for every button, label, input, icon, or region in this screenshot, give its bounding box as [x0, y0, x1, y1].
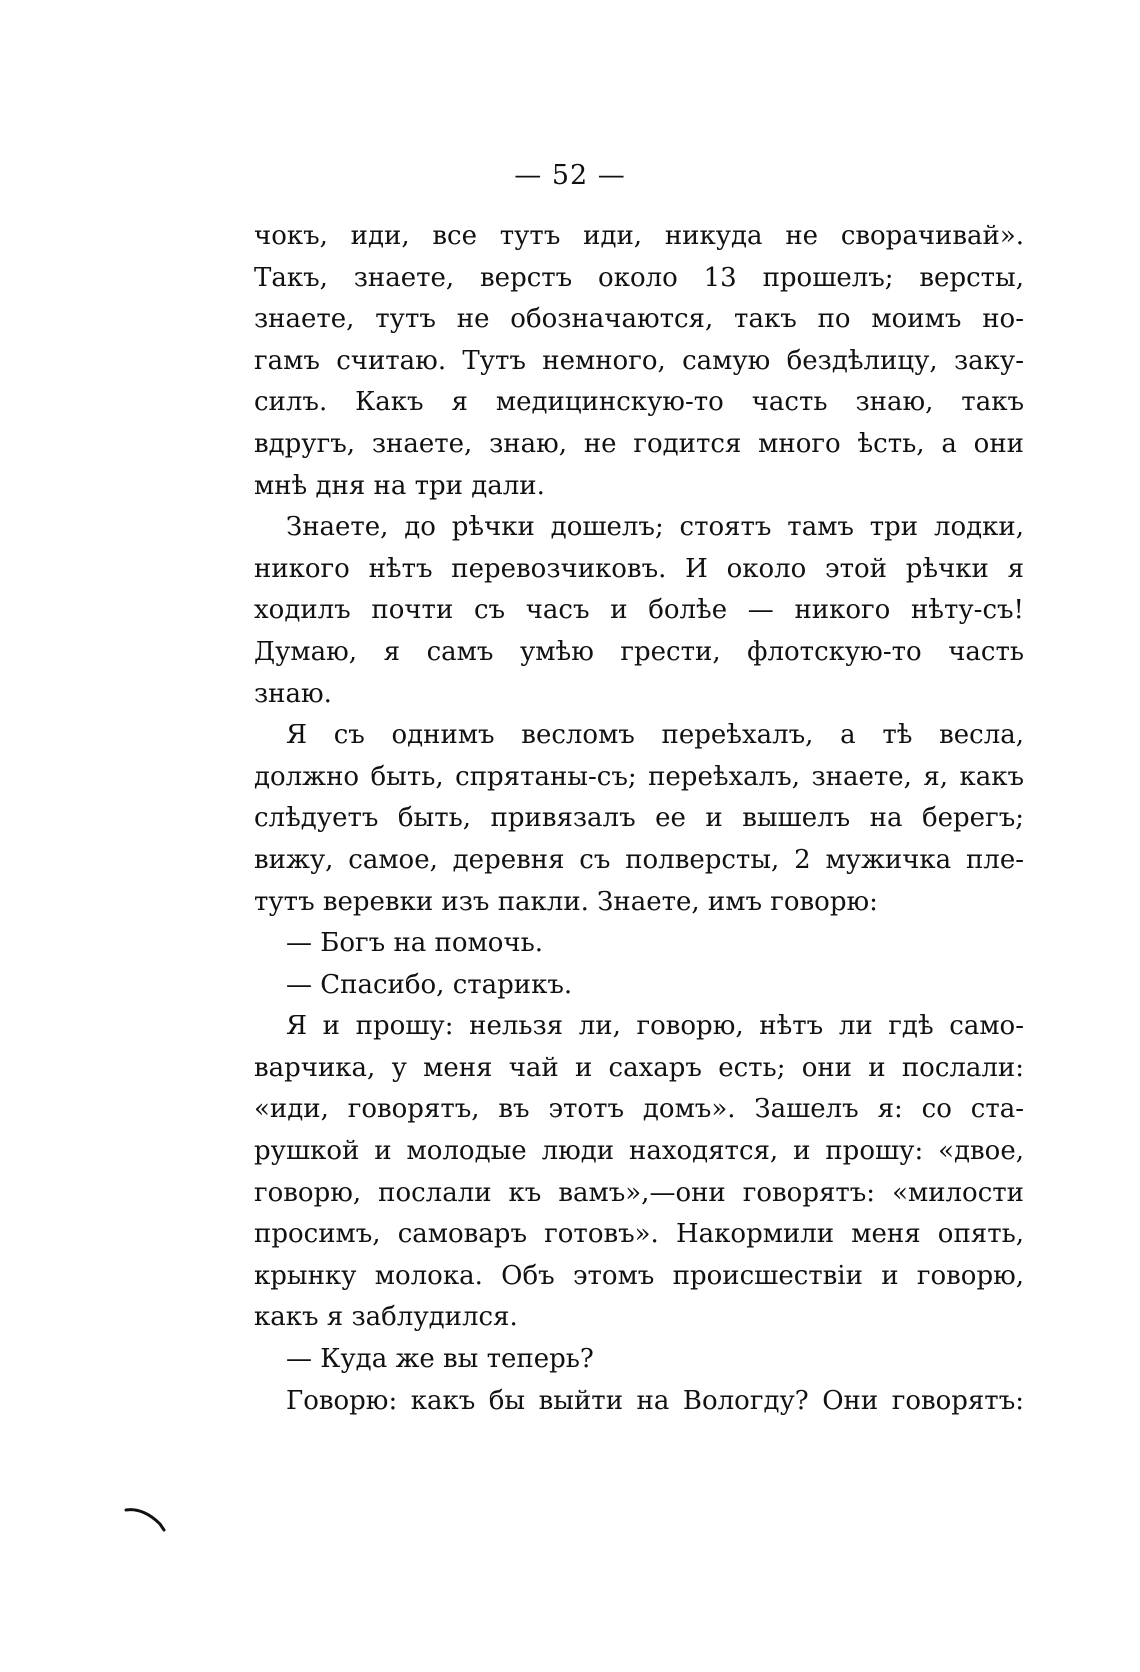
text-line: Такъ, знаете, верстъ около 13 прошелъ; версты,: [254, 262, 1024, 293]
text-line: гамъ считаю. Тутъ немного, самую бездѣлицу, заку-: [254, 345, 1024, 376]
text-line: знаете, тутъ не обозначаются, такъ по моимъ но-: [254, 304, 1024, 335]
body-text: [254, 216, 1024, 1422]
text-line: вижу, самое, деревня съ полверсты, 2 мужичка пле-: [254, 844, 1024, 875]
text-line: мнѣ дня на три дали.: [254, 470, 545, 501]
page-number: — 52 —: [514, 160, 626, 191]
text-line: никого нѣтъ перевозчиковъ. И около этой рѣчки я: [254, 553, 1024, 584]
text-line: крынку молока. Объ этомъ происшествіи и говорю,: [254, 1260, 1024, 1291]
text-line: тутъ веревки изъ пакли. Знаете, имъ говорю:: [254, 886, 878, 917]
text-line: чокъ, иди, все тутъ иди, никуда не сворачивай».: [254, 221, 1024, 251]
text-line: просимъ, самоваръ готовъ». Накормили меня опять,: [254, 1219, 1024, 1250]
ink-mark: [124, 1506, 174, 1536]
text-line: Говорю: какъ бы выйти на Вологду? Они говорятъ:: [286, 1385, 1024, 1416]
text-line: варчика, у меня чай и сахаръ есть; они и послали:: [254, 1052, 1024, 1083]
text-line: говорю, послали къ вамъ»,—они говорятъ: «милости: [254, 1177, 1024, 1208]
text-line: — Спасибо, старикъ.: [286, 969, 573, 1000]
text-line: Знаете, до рѣчки дошелъ; стоятъ тамъ три лодки,: [286, 512, 1024, 543]
text-line: Я и прошу: нельзя ли, говорю, нѣтъ ли гдѣ само-: [286, 1011, 1024, 1042]
text-line: ходилъ почти съ часъ и болѣе — никого нѣту-съ!: [254, 595, 1024, 626]
text-line: — Богъ на помочь.: [286, 928, 544, 959]
text-line: «иди, говорятъ, въ этотъ домъ». Зашелъ я: со ста-: [254, 1094, 1024, 1125]
text-line: знаю.: [254, 678, 332, 709]
text-line: вдругъ, знаете, знаю, не годится много ѣсть, а они: [254, 428, 1024, 459]
text-line: должно быть, спрятаны-съ; переѣхалъ, знаете, я, какъ: [254, 761, 1024, 792]
text-line: рушкой и молодые люди находятся, и прошу: «двое,: [254, 1136, 1024, 1167]
text-line: силъ. Какъ я медицинскую-то часть знаю, такъ: [254, 387, 1024, 418]
text-line: — Куда же вы теперь?: [286, 1344, 594, 1375]
text-line: какъ я заблудился.: [254, 1302, 518, 1333]
text-line: Я съ однимъ весломъ переѣхалъ, а тѣ весла,: [286, 720, 1024, 751]
text-line: Думаю, я самъ умѣю грести, флотскую-то часть: [254, 636, 1024, 667]
text-line: слѣдуетъ быть, привязалъ ее и вышелъ на берегъ;: [254, 803, 1024, 834]
